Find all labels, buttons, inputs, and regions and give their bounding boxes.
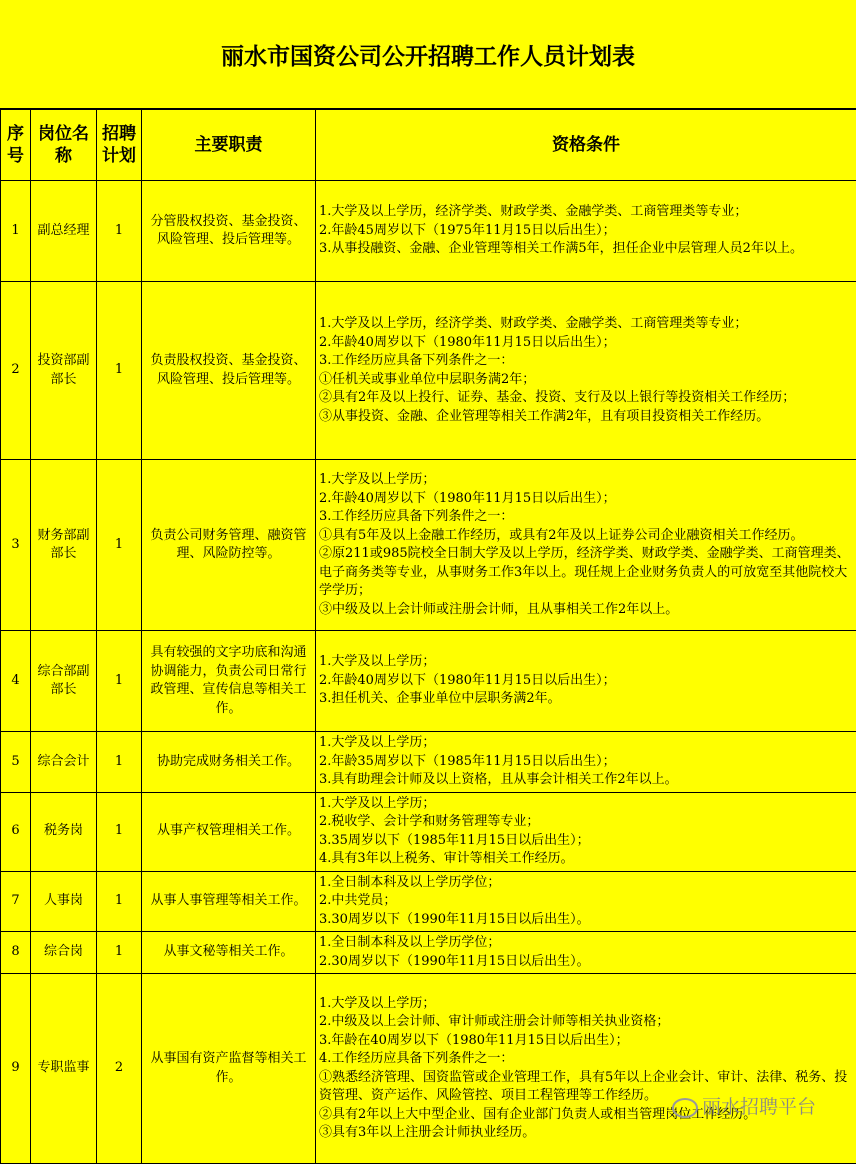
requirements [316,792,856,871]
requirement-line: 1.大学及以上学历； [319,471,852,490]
requirement-line: 2.中级及以上会计师、审计师或注册会计师等相关执业资格； [319,1013,852,1032]
table-row [1,460,856,631]
table-row [1,631,856,732]
row-number: 5 [1,732,31,793]
requirement-line: 2.年龄40周岁以下（1980年11月15日以后出生）； [319,672,852,691]
requirements [316,932,856,974]
header-requirements: 资格条件 [316,110,856,181]
row-number: 6 [1,792,31,871]
wechat-icon [672,1098,698,1118]
requirement-line: 3.具有助理会计师及以上资格，且从事会计相关工作2年以上。 [319,771,852,790]
requirement-line: 1.大学及以上学历； [319,734,852,753]
main-duty: 负责股权投资、基金投资、风险管理、投后管理等。 [142,282,316,460]
position-name: 财务部副部长 [31,460,97,631]
requirements [316,631,856,732]
table-body [1,181,856,1164]
hiring-count: 1 [97,282,142,460]
requirement-line: ①任机关或事业单位中层职务满2年； [319,371,852,390]
requirement-line: 1.大学及以上学历，经济学类、财政学类、金融学类、工商管理类等专业； [319,203,852,222]
row-number: 3 [1,460,31,631]
row-number: 7 [1,871,31,932]
table-row [1,974,856,1164]
main-duty: 分管股权投资、基金投资、风险管理、投后管理等。 [142,181,316,282]
requirement-line: 1.大学及以上学历； [319,653,852,672]
requirement-line: 2.年龄45周岁以下（1975年11月15日以后出生）； [319,222,852,241]
requirement-line: 4.具有3年以上税务、审计等相关工作经历。 [319,850,852,869]
requirement-line: 1.大学及以上学历； [319,995,852,1014]
main-duty: 从事人事管理等相关工作。 [142,871,316,932]
requirements [316,871,856,932]
requirements [316,460,856,631]
requirement-line: 2.30周岁以下（1990年11月15日以后出生）。 [319,953,852,972]
recruitment-plan-table [0,109,856,1164]
requirement-line: 2.税收学、会计学和财务管理等专业； [319,813,852,832]
position-name: 人事岗 [31,871,97,932]
page-title: 丽水市国资公司公开招聘工作人员计划表 [0,0,856,109]
table-row [1,732,856,793]
requirements [316,282,856,460]
header-duty: 主要职责 [142,110,316,181]
hiring-count: 1 [97,631,142,732]
requirements [316,974,856,1164]
requirement-line: ①具有5年及以上金融工作经历，或具有2年及以上证券公司企业融资相关工作经历。 [319,527,852,546]
table-row [1,932,856,974]
requirement-line: ③具有3年以上注册会计师执业经历。 [319,1124,852,1143]
requirement-line: 1.大学及以上学历； [319,795,852,814]
requirement-line: 2.年龄40周岁以下（1980年11月15日以后出生）； [319,334,852,353]
position-name: 税务岗 [31,792,97,871]
row-number: 8 [1,932,31,974]
table-row [1,282,856,460]
position-name: 投资部副部长 [31,282,97,460]
main-duty: 从事国有资产监督等相关工作。 [142,974,316,1164]
requirement-line: 3.从事投融资、金融、企业管理等相关工作满5年，担任企业中层管理人员2年以上。 [319,240,852,259]
requirement-line: ③中级及以上会计师或注册会计师，且从事相关工作2年以上。 [319,601,852,620]
requirement-line: 2.年龄35周岁以下（1985年11月15日以后出生）； [319,753,852,772]
requirement-line: ②具有2年以上大中型企业、国有企业部门负责人或相当管理岗位工作经历。 [319,1106,852,1125]
hiring-count: 1 [97,932,142,974]
requirements [316,181,856,282]
requirement-line: 3.工作经历应具备下列条件之一： [319,352,852,371]
position-name: 综合岗 [31,932,97,974]
main-duty: 从事产权管理相关工作。 [142,792,316,871]
table-row [1,181,856,282]
hiring-count: 1 [97,792,142,871]
requirement-line: 3.年龄在40周岁以下（1980年11月15日以后出生）； [319,1032,852,1051]
requirement-line: ②具有2年及以上投行、证券、基金、投资、支行及以上银行等投资相关工作经历； [319,389,852,408]
main-duty: 从事文秘等相关工作。 [142,932,316,974]
requirement-line: 1.大学及以上学历，经济学类、财政学类、金融学类、工商管理类等专业； [319,315,852,334]
requirement-line: ②原211或985院校全日制大学及以上学历，经济学类、财政学类、金融学类、工商管理类、电子商务类等专业，从事财务工作3年以上。现任规上企业财务负责人的可放宽至其他院校大学学历； [319,545,852,601]
table-row [1,871,856,932]
requirement-line: 2.年龄40周岁以下（1980年11月15日以后出生）； [319,490,852,509]
header-position: 岗位名称 [31,110,97,181]
row-number: 2 [1,282,31,460]
watermark-text: 丽水招聘平台 [702,1096,816,1118]
requirement-line: 3.30周岁以下（1990年11月15日以后出生）。 [319,911,852,930]
header-no: 序号 [1,110,31,181]
requirement-line: 3.工作经历应具备下列条件之一： [319,508,852,527]
hiring-count: 1 [97,871,142,932]
row-number: 1 [1,181,31,282]
hiring-count: 1 [97,181,142,282]
hiring-count: 1 [97,460,142,631]
header-count: 招聘计划 [97,110,142,181]
requirement-line: 3.35周岁以下（1985年11月15日以后出生）； [319,832,852,851]
table-row [1,792,856,871]
main-duty: 具有较强的文字功底和沟通协调能力，负责公司日常行政管理、宣传信息等相关工作。 [142,631,316,732]
position-name: 专职监事 [31,974,97,1164]
watermark [672,1092,816,1119]
requirement-line: 2.中共党员； [319,892,852,911]
row-number: 9 [1,974,31,1164]
position-name: 副总经理 [31,181,97,282]
requirements [316,732,856,793]
position-name: 综合部副部长 [31,631,97,732]
requirement-line: 1.全日制本科及以上学历学位； [319,874,852,893]
requirement-line: ①熟悉经济管理、国资监管或企业管理工作，具有5年以上企业会计、审计、法律、税务、投资管理、资产运作、风险管控、项目工程管理等工作经历。 [319,1069,852,1106]
hiring-count: 2 [97,974,142,1164]
row-number: 4 [1,631,31,732]
position-name: 综合会计 [31,732,97,793]
requirement-line: 1.全日制本科及以上学历学位； [319,934,852,953]
main-duty: 负责公司财务管理、融资管理、风险防控等。 [142,460,316,631]
requirement-line: ③从事投资、金融、企业管理等相关工作满2年，且有项目投资相关工作经历。 [319,408,852,427]
hiring-count: 1 [97,732,142,793]
table-header-row [1,110,856,181]
main-duty: 协助完成财务相关工作。 [142,732,316,793]
requirement-line: 3.担任机关、企事业单位中层职务满2年。 [319,690,852,709]
requirement-line: 4.工作经历应具备下列条件之一： [319,1050,852,1069]
